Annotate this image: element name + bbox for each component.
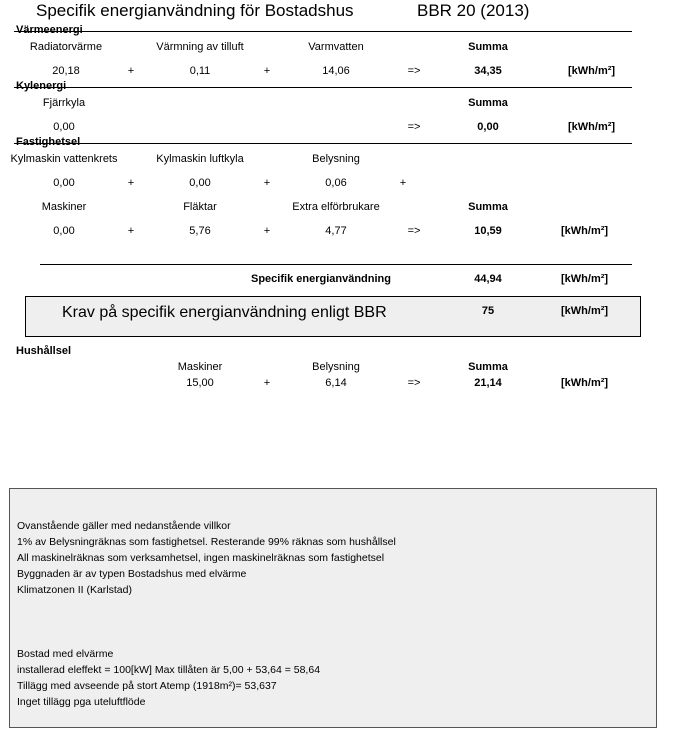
specific-energy-value: 44,94 [474, 273, 502, 285]
unit-label: [kWh/m²] [561, 273, 609, 285]
property-label-chiller-water: Kylmaskin vattenkrets [10, 153, 118, 165]
household-heading: Hushållsel [16, 345, 72, 357]
property-label-fans: Fläktar [183, 201, 217, 213]
specific-energy-label: Specifik energianvändning [251, 273, 391, 285]
heating-label-radiator: Radiatorvärme [29, 41, 103, 53]
property-value-chiller-air: 0,00 [189, 177, 211, 189]
heating-heading: Värmeenergi [16, 24, 83, 36]
heating-sum-value: 34,35 [474, 65, 502, 77]
divider [14, 143, 632, 144]
regulation-label: BBR 20 (2013) [417, 1, 530, 20]
note-line: Inget tillägg pga uteluftflöde [17, 696, 146, 708]
household-sum-value: 21,14 [474, 377, 502, 389]
unit-label: [kWh/m²] [568, 121, 616, 133]
unit-label: [kWh/m²] [561, 305, 609, 317]
note-line: Bostad med elvärme [17, 648, 114, 660]
arrow-sign: => [407, 121, 421, 133]
plus-sign: + [263, 177, 271, 189]
cooling-sum-value: 0,00 [477, 121, 499, 133]
heating-sum-label: Summa [468, 41, 508, 53]
property-value-fans: 5,76 [189, 225, 211, 237]
property-label-extra: Extra elförbrukare [292, 201, 380, 213]
unit-label: [kWh/m²] [561, 377, 609, 389]
requirement-label: Krav på specifik energianvändning enligt BBR [62, 304, 387, 321]
household-value-lighting: 6,14 [325, 377, 347, 389]
conditions-panel [9, 488, 657, 728]
cooling-heading: Kylenergi [16, 80, 67, 92]
note-line: 1% av Belysningräknas som fastighetsel. Resterande 99% räknas som hushållsel [17, 536, 396, 548]
plus-sign: + [263, 377, 271, 389]
property-label-machines: Maskiner [41, 201, 87, 213]
note-line: Byggnaden är av typen Bostadshus med elvärme [17, 568, 247, 580]
cooling-sum-label: Summa [468, 97, 508, 109]
divider [40, 264, 632, 265]
household-label-machines: Maskiner [177, 361, 223, 373]
household-sum-label: Summa [468, 361, 508, 373]
arrow-sign: => [407, 225, 421, 237]
plus-sign: + [399, 177, 407, 189]
plus-sign: + [263, 65, 271, 77]
property-value-machines: 0,00 [53, 225, 75, 237]
property-label-lighting: Belysning [312, 153, 360, 165]
note-line: Klimatzonen II (Karlstad) [17, 584, 132, 596]
plus-sign: + [127, 177, 135, 189]
heating-label-supply-air: Värmning av tilluft [156, 41, 244, 53]
property-sum-value: 10,59 [474, 225, 502, 237]
heating-value-hot-water: 14,06 [322, 65, 350, 77]
property-label-chiller-air: Kylmaskin luftkyla [156, 153, 244, 165]
property-value-extra: 4,77 [325, 225, 347, 237]
property-value-chiller-water: 0,00 [53, 177, 75, 189]
household-label-lighting: Belysning [312, 361, 360, 373]
plus-sign: + [127, 225, 135, 237]
unit-label: [kWh/m²] [568, 65, 616, 77]
note-line: All maskinelräknas som verksamhetsel, ingen maskinelräknas som fastighetsel [17, 552, 385, 564]
property-sum-label: Summa [468, 201, 508, 213]
requirement-value: 75 [481, 305, 495, 317]
arrow-sign: => [407, 377, 421, 389]
cooling-label-district: Fjärrkyla [42, 97, 86, 109]
note-line: Ovanstående gäller med nedanstående villkor [17, 520, 231, 532]
cooling-value-district: 0,00 [53, 121, 75, 133]
unit-label: [kWh/m²] [561, 225, 609, 237]
divider [14, 87, 632, 88]
note-line: installerad eleffekt = 100[kW] Max tillåten är 5,00 + 53,64 = 58,64 [17, 664, 321, 676]
heating-label-hot-water: Varmvatten [308, 41, 364, 53]
page-title: Specifik energianvändning för Bostadshus [36, 1, 354, 20]
note-line: Tillägg med avseende på stort Atemp (1918m²)= 53,637 [17, 680, 277, 692]
divider [14, 31, 632, 32]
heating-value-supply-air: 0,11 [189, 65, 211, 77]
plus-sign: + [263, 225, 271, 237]
arrow-sign: => [407, 65, 421, 77]
heating-value-radiator: 20,18 [52, 65, 80, 77]
property-heading: Fastighetsel [16, 136, 81, 148]
property-value-lighting: 0,06 [325, 177, 347, 189]
plus-sign: + [127, 65, 135, 77]
household-value-machines: 15,00 [186, 377, 214, 389]
